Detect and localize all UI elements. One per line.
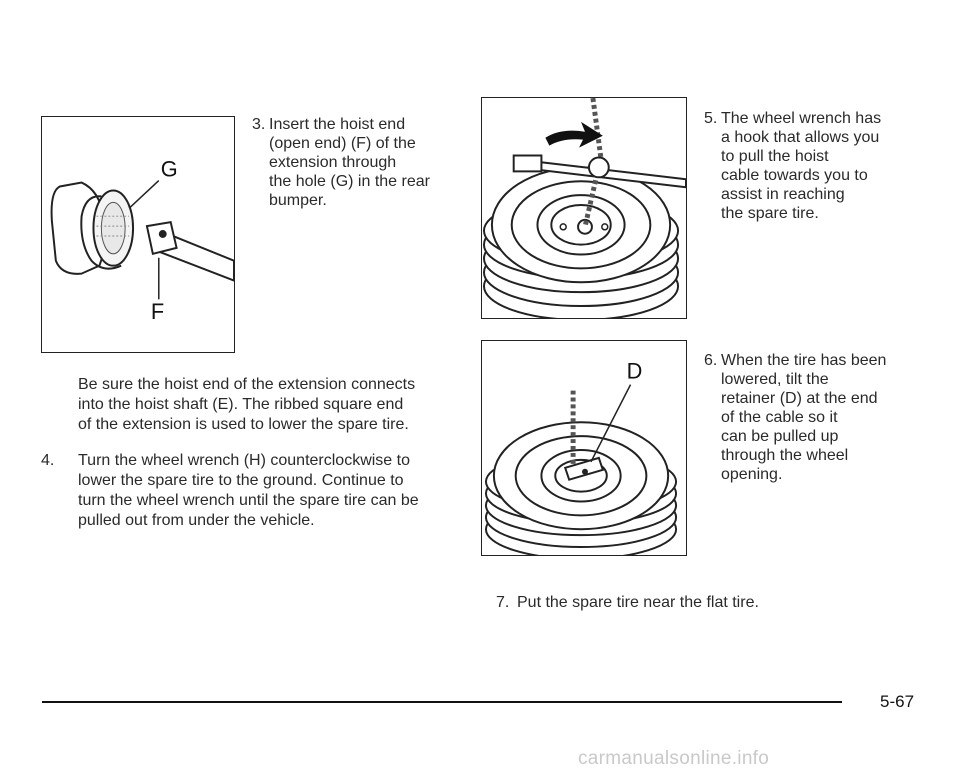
retainer-drawing xyxy=(482,341,686,555)
label-d: D xyxy=(626,358,643,384)
hoist-end-illustration xyxy=(41,116,235,353)
step-number: 4. xyxy=(41,452,55,469)
label-f: F xyxy=(150,299,165,325)
step-number: 5. xyxy=(704,110,718,127)
step-text: Insert the hoist end (open end) (F) of the extension through the hole (G) in the rear bumper. xyxy=(269,116,430,209)
label-g: G xyxy=(160,156,178,182)
step-text: Turn the wheel wrench (H) counterclockwise to lower the spare tire to the ground. Continue to turn the wheel wrench until the spare tire can be pulled out from under the vehicle. xyxy=(78,452,419,529)
step-text: Put the spare tire near the flat tire. xyxy=(517,594,759,611)
step-text: The wheel wrench has a hook that allows you to pull the hoist cable towards you to assist in reaching the spare tire. xyxy=(721,110,882,222)
page-number: 5-67 xyxy=(880,692,915,711)
watermark-footer: carmanualsonline.info xyxy=(578,748,770,769)
wheel-wrench-drawing xyxy=(482,98,686,318)
footer-rule xyxy=(42,701,842,703)
step-number: 7. xyxy=(496,594,510,611)
hoist-shaft-note: Be sure the hoist end of the extension connects into the hoist shaft (E). The ribbed square end of the extension is used to lower the spare tire. xyxy=(78,376,416,433)
wheel-wrench-illustration xyxy=(481,97,687,319)
step-number: 6. xyxy=(704,352,718,369)
hoist-end-drawing xyxy=(42,117,234,352)
step-number: 3. xyxy=(252,116,266,133)
retainer-illustration xyxy=(481,340,687,556)
step-text: When the tire has been lowered, tilt the retainer (D) at the end of the cable so it can be pulled up through the wheel opening. xyxy=(721,352,887,483)
